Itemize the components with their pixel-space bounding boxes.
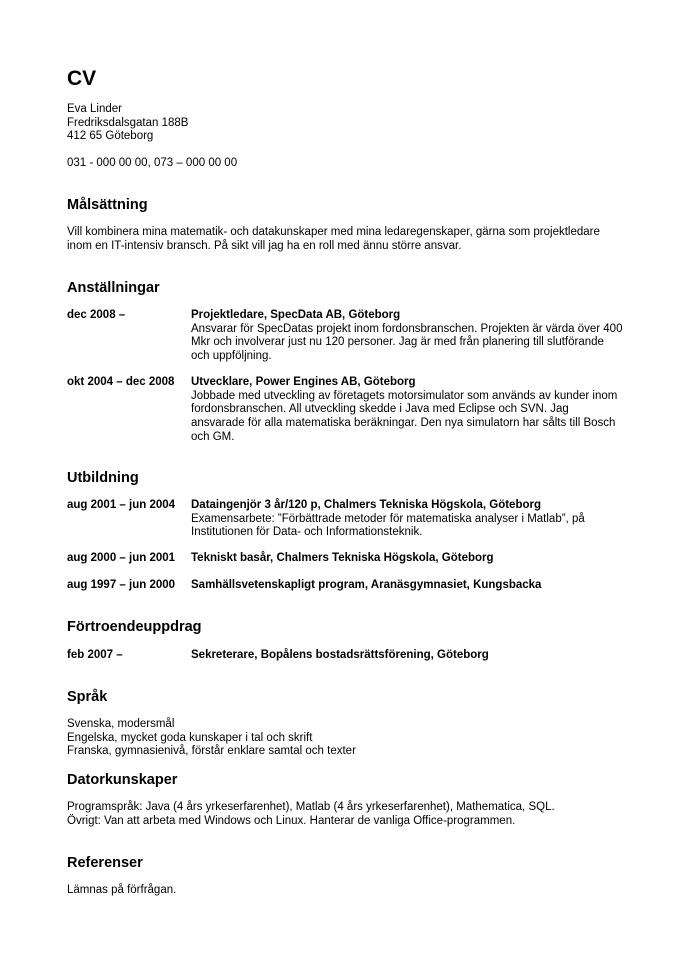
entry-desc-line: Mkr och involverar just nu 120 personer. Jag är med från planering till slutförande [191, 336, 604, 349]
entry-desc-line: fordonsbranschen. All utveckling skedde i Java med Eclipse och SVN. Jag [191, 403, 569, 416]
entry-role: Projektledare, SpecData AB, Göteborg [191, 309, 401, 321]
entry-content [191, 499, 636, 540]
section-heading-trust: Förtroendeuppdrag [67, 619, 202, 635]
section-heading-computer: Datorkunskaper [67, 772, 178, 788]
contact-phone-block [67, 157, 657, 171]
entry-content [191, 649, 636, 663]
language-item: Franska, gymnasienivå, förstår enklare samtal och texter [67, 745, 356, 758]
contact-block [67, 103, 657, 144]
section-heading-objective: Målsättning [67, 197, 148, 213]
entry-date: aug 2000 – jun 2001 [67, 552, 176, 564]
language-item: Engelska, mycket goda kunskaper i tal och skrift [67, 731, 313, 744]
references-text [67, 884, 657, 898]
page-title: CV [67, 67, 97, 90]
objective-line: Vill kombinera mina matematik- och datakunskaper med mina ledaregenskaper, gärna som projektledare [67, 226, 600, 238]
entry-role: Dataingenjör 3 år/120 p, Chalmers Tekniska Högskola, Göteborg [191, 499, 542, 511]
entry-content [191, 579, 636, 593]
section-heading-education: Utbildning [67, 470, 139, 486]
objective-line: inom en IT-intensiv bransch. På sikt vill jag ha en roll med ännu större ansvar. [67, 239, 462, 252]
entry-content [191, 552, 636, 566]
entry-desc-line: Examensarbete: ”Förbättrade metoder för matematiska analyser i Matlab”, på [191, 512, 585, 525]
section-heading-employment: Anställningar [67, 280, 160, 296]
objective-text [67, 226, 657, 253]
entry-date: dec 2008 – [67, 309, 126, 321]
language-item: Svenska, modersmål [67, 718, 175, 730]
section-heading-references: Referenser [67, 855, 143, 871]
entry-desc-line: och GM. [191, 430, 235, 443]
entry-role: Tekniskt basår, Chalmers Tekniska Högskola, Göteborg [191, 552, 494, 564]
entry-role: Sekreterare, Bopålens bostadsrättsförening, Göteborg [191, 649, 489, 661]
contact-name: Eva Linder [67, 103, 122, 115]
entry-date: aug 2001 – jun 2004 [67, 499, 176, 511]
entry-desc-line: ansvarade för alla matematiska beräkningar. Den nya simulatorn har sålts till Bosch [191, 417, 616, 430]
contact-phone: 031 - 000 00 00, 073 – 000 00 00 [67, 157, 238, 169]
computer-skill-line: Övrigt: Van att arbeta med Windows och Linux. Hanterar de vanliga Office-programmen. [67, 814, 516, 827]
entry-desc-line: Ansvarar för SpecDatas projekt inom fordonsbranschen. Projekten är värda över 400 [191, 322, 623, 335]
entry-role: Utvecklare, Power Engines AB, Göteborg [191, 376, 416, 388]
entry-desc-line: Institutionen för Data- och Informationsteknik. [191, 526, 423, 539]
references-line: Lämnas på förfrågan. [67, 884, 177, 896]
computer-skill-line: Programspråk: Java (4 års yrkeserfarenhet), Matlab (4 års yrkeserfarenhet), Mathematica, SQL. [67, 801, 555, 813]
section-heading-languages: Språk [67, 689, 108, 705]
entry-desc-line: och uppföljning. [191, 350, 272, 363]
entry-content [191, 376, 636, 445]
entry-date: aug 1997 – jun 2000 [67, 579, 176, 591]
languages-list [67, 718, 657, 759]
entry-date: feb 2007 – [67, 649, 123, 661]
entry-desc-line: Jobbade med utveckling av företagets motorsimulator som används av kunder inom [191, 389, 618, 402]
computer-skills [67, 801, 657, 828]
entry-date: okt 2004 – dec 2008 [67, 376, 175, 388]
contact-street: Fredriksdalsgatan 188B [67, 116, 189, 129]
entry-role: Samhällsvetenskapligt program, Aranäsgymnasiet, Kungsbacka [191, 579, 542, 591]
entry-content [191, 309, 636, 364]
contact-city: 412 65 Göteborg [67, 130, 154, 143]
